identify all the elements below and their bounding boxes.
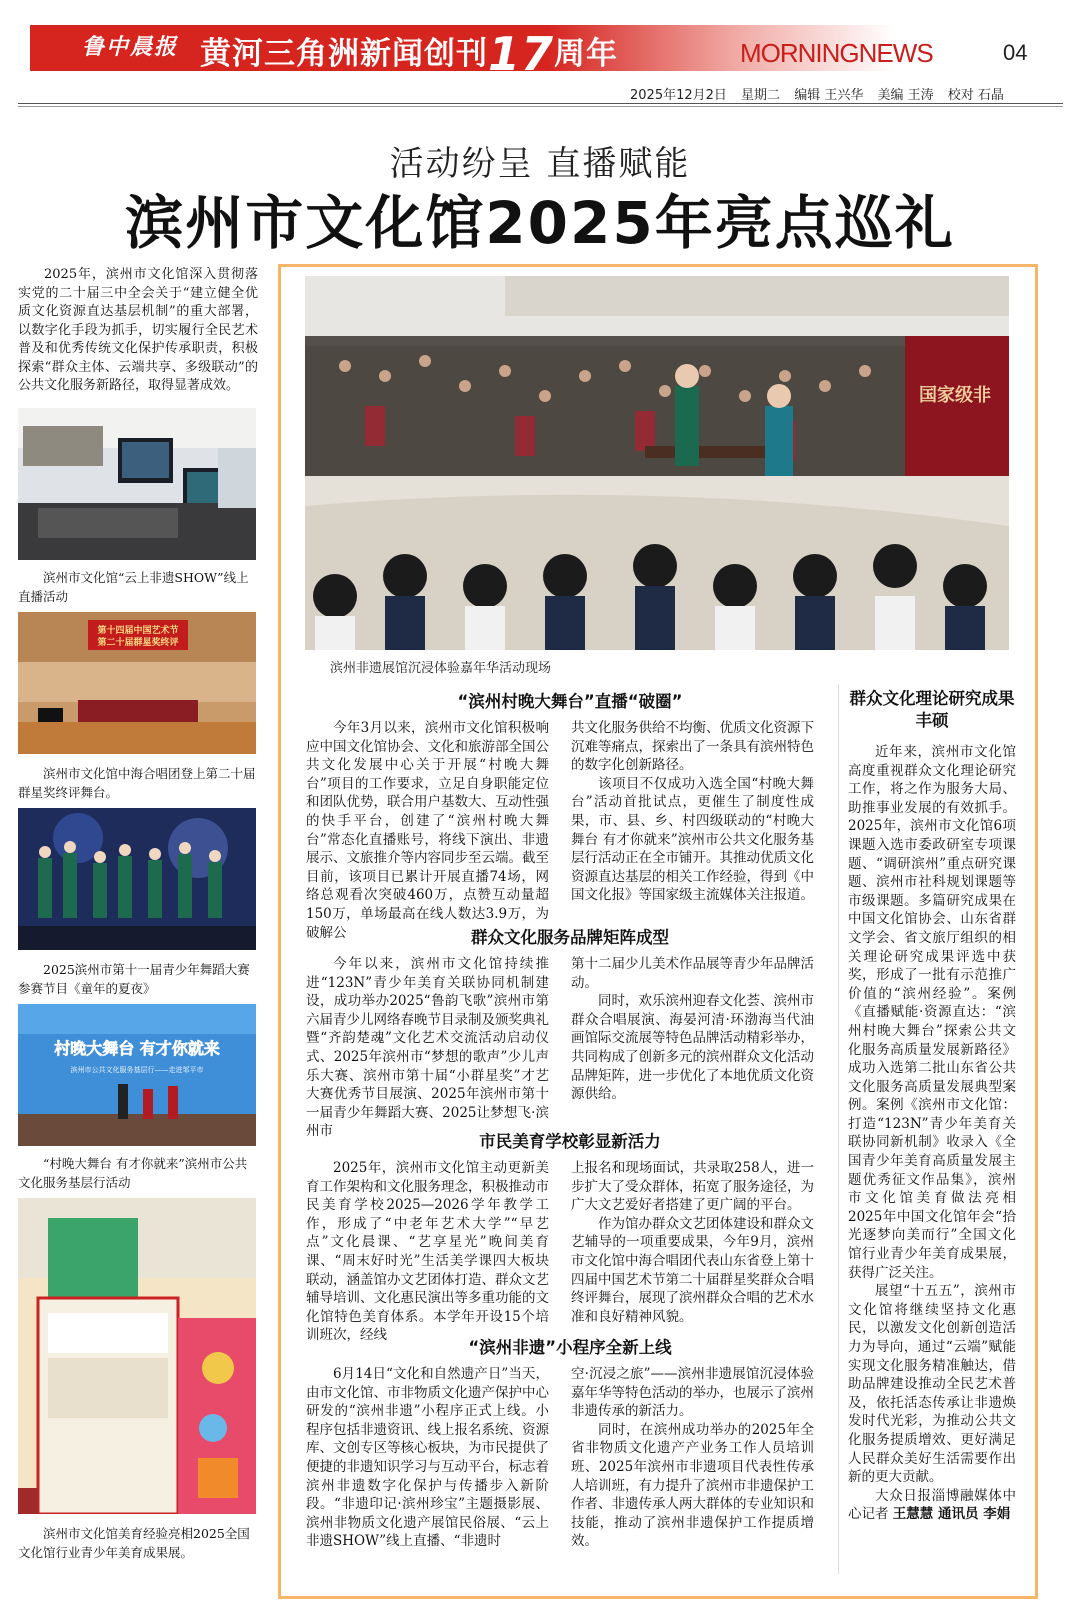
section-4-para1: 6月14日“文化和自然遗产日”当天，由市文化馆、市非物质文化遗产保护中心研发的“滨州非遗”小程序正式上线。小程序包括非遗资讯、线上报名系统、资源库、文创专区等核心板块，为市民提供了便捷的非遗知识学习与互动平台，标志着滨州非遗数字化保护与传播步入新阶段。“非遗印记·滨州珍宝”主题摄影展、滨州非物质文化遗产展馆民俗展、“云上非遗SHOW”线上直播、“非遗时 bbox=[306, 1366, 549, 1550]
designer: 美编 王涛 bbox=[877, 88, 934, 103]
section-1-para1: 今年3月以来，滨州市文化馆积极响应中国文化馆协会、文化和旅游部全国公共文化发展中心关于开展“村晚大舞台”项目的工作要求，立足自身职能定位和团队优势，联合用户基数大、互动性强的快手平台，创建了“滨州村晚大舞台”常态化直播账号，将线下演出、非遗展示、文旅推介等内容同步至云端。截至目前，该项目已累计开展直播74场，网络总观看次突破460万，点赞互动量超150万，单场最高在线人数达3.9万，为破解公 bbox=[306, 720, 549, 941]
section-2-heading: 群众文化服务品牌矩阵成型 bbox=[471, 928, 669, 947]
section-4-col1 bbox=[306, 1365, 549, 1551]
issue-weekday: 星期二 bbox=[741, 88, 781, 103]
caption-choir: 滨州市文化馆中海合唱团登上第二十届群星奖终评舞台。 bbox=[18, 766, 256, 800]
page-number: 04 bbox=[1003, 40, 1028, 65]
section-3-para1: 2025年，滨州市文化馆主动更新美育工作架构和文化服务理念，积极推动市民美育学校2025—2026学年教学工作，形成了“中老年艺术大学”“早艺点”文化晨课、“艺享星光”晚间美育课、“周末好时光”生活美学课四大板块联动，涵盖馆办文艺团体打造、群众文艺辅导培训、文化惠民演出等多重功能的文化馆特色美育体系。本学年开设15个培训班次，经线 bbox=[306, 1160, 549, 1344]
header-rule-thin bbox=[18, 106, 1063, 107]
byline-names: 王慧慧 通讯员 李娟 bbox=[892, 1506, 1011, 1523]
section-3-para3: 作为馆办群众文艺团体建设和群众文艺辅导的一项重要成果，今年9月，滨州市文化馆中海合唱团代表山东省登上第十四届中国艺术节第二十届群星奖群众合唱终评舞台，展现了滨州群众合唱的艺术水准和良好精神风貌。 bbox=[571, 1215, 814, 1325]
banner-suffix: 周年 bbox=[554, 36, 619, 72]
newspaper-logo: 鲁中晨报 bbox=[82, 34, 179, 60]
section-4-para2: 空·沉浸之旅”——滨州非遗展馆沉浸体验嘉年华等特色活动的举办，也展示了滨州非遗传承的新活力。 bbox=[571, 1366, 814, 1420]
cunwan-subtitle: 滨州市公共文化服务基层行——走进邹平市 bbox=[70, 1066, 204, 1074]
photo-dance bbox=[18, 808, 256, 950]
section-2-col2 bbox=[571, 955, 814, 1104]
section-3-heading: 市民美育学校彰显新活力 bbox=[479, 1132, 661, 1151]
intro-column bbox=[18, 266, 258, 396]
sidebar-heading: 群众文化理论研究成果丰硕 bbox=[849, 689, 1015, 730]
issue-date: 2025年12月2日 bbox=[630, 88, 727, 103]
editor: 编辑 王兴华 bbox=[794, 88, 864, 103]
section-4-para3: 同时，在滨州成功举办的2025年全省非物质文化遗产产业务工作人员培训班、2025年滨州市非遗项目代表性传承人培训班，有力提升了滨州市非遗保护工作者、非遗传承人两大群体的专业知识和技能，推动了滨州非遗保护工作提质增效。 bbox=[571, 1421, 814, 1550]
section-2-para1: 今年以来，滨州市文化馆持续推进“123N”青少年美育关联协同机制建设，成功举办2025“鲁韵飞歌”滨州市第六届青少儿网络春晚节目录制及颁奖典礼暨“齐韵楚魂”文化艺术交流活动启动仪式、2025年滨州市“梦想的歌声”少儿声乐大赛、滨州市第十届“小群星奖”才艺大赛优秀节目展演、2025年滨州市第十一届青少年舞蹈大赛、2025让梦想飞·滨州市 bbox=[306, 956, 549, 1140]
section-2-col1 bbox=[306, 955, 549, 1141]
section-1-para2: 共文化服务供给不均衡、优质文化资源下沉难等痛点，探索出了一条具有滨州特色的数字化创新路径。 bbox=[571, 720, 814, 774]
sidebar-column bbox=[848, 743, 1016, 1524]
sidebar-para2: 展望“十五五”，滨州市文化馆将继续坚持文化惠民，以激发文化创新创造活力为导向，通过“云端”赋能实现文化服务精准触达，借助品牌建设推动全民艺术普及，依托活态传承让非遗焕发时代光彩，为推动公共文化服务提质增效、更好满足人民群众美好生活需要作出新的更大贡献。 bbox=[848, 1283, 1016, 1486]
proofreader: 校对 石晶 bbox=[947, 88, 1004, 103]
section-2-para3: 同时，欢乐滨州迎春文化荟、滨州市群众合唱展演、海晏河清·环渤海当代油画馆际交流展等特色品牌活动精彩举办，共同构成了创新多元的滨州群众文化活动品牌矩阵，进一步优化了本地优质文化资源供给。 bbox=[571, 993, 814, 1103]
heritage-sign-text: 国家级非 bbox=[919, 385, 991, 406]
photo-intangible-heritage-carnival bbox=[305, 276, 1009, 650]
section-1-col2 bbox=[571, 719, 814, 905]
caption-livestream: 滨州市文化馆“云上非遗SHOW”线上直播活动 bbox=[18, 570, 249, 604]
section-1-para3: 该项目不仅成功入选全国“村晚大舞台”活动首批试点，更催生了制度性成果，市、县、乡、村四级联动的“村晚大舞台 有才你就来”滨州市公共文化服务基层行活动正在全市铺开。其推动优质文化资源直达基层的相关工作经验，得到《中国文化报》等国家级主流媒体关注报道。 bbox=[571, 775, 814, 904]
caption-exhibition: 滨州市文化馆美育经验亮相2025全国文化馆行业青少年美育成果展。 bbox=[18, 1526, 250, 1560]
intro-paragraph: 2025年，滨州市文化馆深入贯彻落实党的二十届三中全会关于“建立健全优质文化资源直达基层机制”的重大部署，以数字化手段为抓手，切实履行全民艺术普及和优秀传统文化保护传承职责，积极探索“群众主体、云端共享、多级联动”的公共文化服务新路径，取得显著成效。 bbox=[18, 267, 258, 393]
section-1-heading: “滨州村晚大舞台”直播“破圈” bbox=[457, 692, 683, 711]
photo-choir-stage bbox=[18, 612, 256, 754]
section-4-col2 bbox=[571, 1365, 814, 1551]
banner-prefix: 黄河三角洲新闻创刊 bbox=[200, 36, 488, 72]
photo-aesthetic-exhibition bbox=[18, 1198, 256, 1514]
caption-dance: 2025滨州市第十一届青少年舞蹈大赛参赛节目《童年的夏夜》 bbox=[18, 962, 250, 996]
stage-banner-line2: 第二十届群星奖终评 bbox=[97, 638, 179, 648]
dateline bbox=[630, 84, 1014, 103]
section-4-heading: “滨州非遗”小程序全新上线 bbox=[468, 1338, 672, 1357]
cunwan-title: 村晚大舞台 有才你就来 bbox=[54, 1039, 220, 1058]
sidebar-separator bbox=[838, 684, 839, 1574]
section-3-col2 bbox=[571, 1159, 814, 1326]
section-3-para2: 上报名和现场面试，共录取258人，进一步扩大了受众群体，拓宽了服务途径，为广大文艺爱好者搭建了更广阔的平台。 bbox=[571, 1160, 814, 1214]
stage-banner-line1: 第十四届中国艺术节 bbox=[97, 626, 179, 636]
photo-cunwan-stage bbox=[18, 1004, 256, 1146]
banner-number: 17 bbox=[488, 27, 555, 81]
header-rule bbox=[18, 103, 1063, 104]
caption-cunwan: “村晚大舞台 有才你就来”滨州市公共文化服务基层行活动 bbox=[18, 1156, 248, 1190]
section-2-para2: 第十二届少儿美术作品展等青少年品牌活动。 bbox=[571, 956, 814, 991]
sidebar-para1: 近年来，滨州市文化馆高度重视群众文化理论研究工作，将之作为服务大局、助推事业发展的有效抓手。2025年，滨州市文化馆6项课题入选市委政研室专项课题、“调研滨州”重点研究课题、滨州市社科规划课题等市级课题。多篇研究成果在中国文化馆协会、山东省群文学会、省文旅厅组织的相关理论研究成果评选中获奖，形成了一批有示范推广价值的“滨州经验”。案例《直播赋能·资源直达：“滨州村晚大舞台”探索公共文化服务高质量发展新路径》成功入选第二批山东省公共文化服务高质量发展典型案例。案例《滨州市文化馆：打造“123N”青少年美育关联协同新机制》收录入《全国青少年美育高质量发展主题优秀征文作品集》，滨州市文化馆美育做法亮相2025年中国文化馆年会“拾光逐梦向美而行”全国文化馆行业青少年美育成果展，获得广泛关注。 bbox=[848, 744, 1016, 1281]
section-name: MORNINGNEWS bbox=[740, 38, 933, 68]
section-3-col1 bbox=[306, 1159, 549, 1345]
section-1-col1 bbox=[306, 719, 549, 942]
main-photo-caption: 滨州非遗展馆沉浸体验嘉年华活动现场 bbox=[330, 661, 552, 676]
photo-livestream bbox=[18, 408, 256, 560]
byline bbox=[848, 1487, 1016, 1524]
headline-subtitle: 活动纷呈 直播赋能 bbox=[389, 144, 691, 184]
headline-title: 滨州市文化馆2025年亮点巡礼 bbox=[125, 189, 955, 257]
anniversary-banner bbox=[200, 27, 618, 81]
byline-label: 大众日报淄博融媒体中心记者 bbox=[848, 1487, 1016, 1523]
